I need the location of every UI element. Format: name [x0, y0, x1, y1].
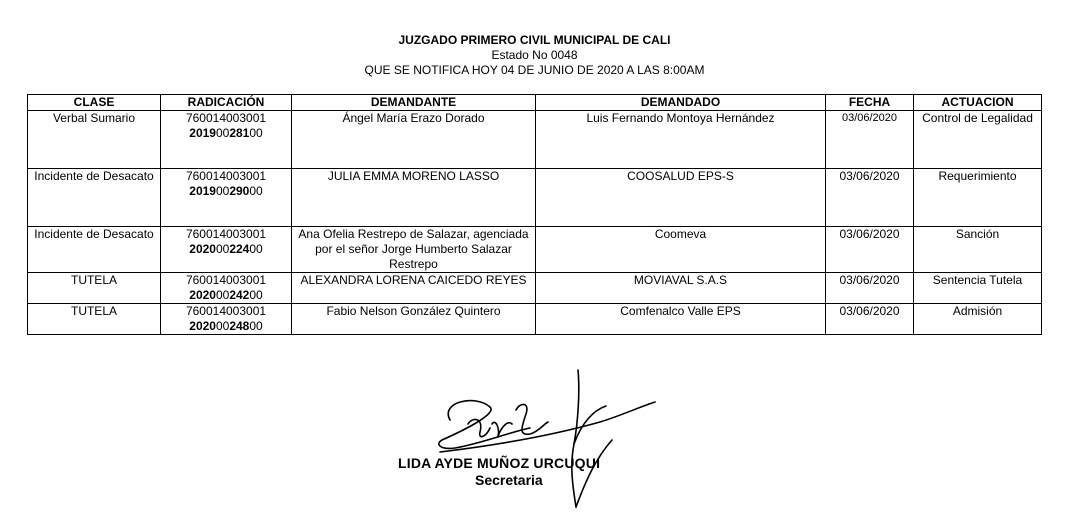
cell-radicacion	[161, 273, 292, 304]
cell-radicacion	[161, 304, 292, 335]
cell-demandante: Fabio Nelson González Quintero	[292, 304, 536, 335]
col-header-radicacion: RADICACIÓN	[161, 95, 292, 111]
col-header-demandante: DEMANDANTE	[292, 95, 536, 111]
cell-clase: Verbal Sumario	[28, 111, 161, 169]
rad-suffix: 00	[249, 126, 263, 140]
cell-clase: Incidente de Desacato	[28, 227, 161, 273]
rad-prefix: 760014003001	[185, 304, 267, 318]
notification-line: QUE SE NOTIFICA HOY 04 DE JUNIO DE 2020 A LAS 8:00AM	[364, 63, 705, 77]
rad-mid: 00	[215, 288, 230, 302]
col-header-actuacion: ACTUACION	[914, 95, 1042, 111]
rad-num: 290	[229, 184, 250, 198]
rad-year: 2020	[189, 319, 216, 333]
cell-radicacion	[161, 111, 292, 169]
cell-demandante: Ana Ofelia Restrepo de Salazar, agenciada por el señor Jorge Humberto Salazar Restrepo	[292, 227, 536, 273]
rad-prefix: 760014003001	[185, 169, 267, 183]
cell-actuacion: Admisión	[914, 304, 1042, 335]
cell-radicacion	[161, 169, 292, 227]
cell-clase: Incidente de Desacato	[28, 169, 161, 227]
rad-suffix: 00	[249, 184, 263, 198]
cell-demandado: Luis Fernando Montoya Hernández	[536, 111, 826, 169]
document-header	[0, 33, 1069, 78]
cell-fecha: 03/06/2020	[826, 169, 914, 227]
rad-mid: 00	[215, 319, 230, 333]
cell-demandado: Coomeva	[536, 227, 826, 273]
cell-demandante: JULIA EMMA MORENO LASSO	[292, 169, 536, 227]
court-title: JUZGADO PRIMERO CIVIL MUNICIPAL DE CALI	[398, 33, 671, 47]
cell-demandado: MOVIAVAL S.A.S	[536, 273, 826, 304]
cell-clase: TUTELA	[28, 273, 161, 304]
table-row	[28, 111, 1042, 169]
rad-num: 242	[229, 288, 250, 302]
cell-demandado: COOSALUD EPS-S	[536, 169, 826, 227]
rad-num: 224	[229, 242, 250, 256]
cell-fecha: 03/06/2020	[826, 227, 914, 273]
rad-num: 281	[229, 126, 250, 140]
col-header-fecha: FECHA	[826, 95, 914, 111]
cell-actuacion: Requerimiento	[914, 169, 1042, 227]
cell-actuacion: Sentencia Tutela	[914, 273, 1042, 304]
rad-suffix: 00	[249, 288, 263, 302]
rad-year: 2020	[189, 242, 216, 256]
estado-number: Estado No 0048	[491, 48, 578, 62]
cell-fecha: 03/06/2020	[826, 304, 914, 335]
cell-demandado: Comfenalco Valle EPS	[536, 304, 826, 335]
cell-fecha: 03/06/2020	[826, 273, 914, 304]
handwritten-signature	[380, 362, 700, 512]
cell-clase: TUTELA	[28, 304, 161, 335]
rad-year: 2020	[189, 288, 216, 302]
rad-num: 248	[229, 319, 250, 333]
cell-demandante: ALEXANDRA LORENA CAICEDO REYES	[292, 273, 536, 304]
cell-actuacion: Control de Legalidad	[914, 111, 1042, 169]
estado-table	[27, 94, 1042, 335]
rad-year: 2019	[189, 126, 216, 140]
table-row	[28, 304, 1042, 335]
rad-suffix: 00	[249, 319, 263, 333]
cell-actuacion: Sanción	[914, 227, 1042, 273]
cell-radicacion	[161, 227, 292, 273]
signature-scribble-icon	[380, 362, 700, 512]
table-header-row	[28, 95, 1042, 111]
cell-demandante: Ángel María Erazo Dorado	[292, 111, 536, 169]
rad-year: 2019	[189, 184, 216, 198]
rad-prefix: 760014003001	[185, 227, 267, 241]
table-row	[28, 169, 1042, 227]
rad-mid: 00	[215, 242, 230, 256]
col-header-demandado: DEMANDADO	[536, 95, 826, 111]
cell-fecha: 03/06/2020	[826, 111, 914, 169]
rad-prefix: 760014003001	[185, 111, 267, 125]
signatory-name: LIDA AYDE MUÑOZ URCUQUI	[398, 455, 601, 471]
rad-suffix: 00	[249, 242, 263, 256]
table-row	[28, 273, 1042, 304]
rad-mid: 00	[215, 184, 230, 198]
col-header-clase: CLASE	[28, 95, 161, 111]
signatory-role: Secretaria	[475, 472, 543, 488]
table-row	[28, 227, 1042, 273]
rad-prefix: 760014003001	[185, 273, 267, 287]
rad-mid: 00	[215, 126, 230, 140]
